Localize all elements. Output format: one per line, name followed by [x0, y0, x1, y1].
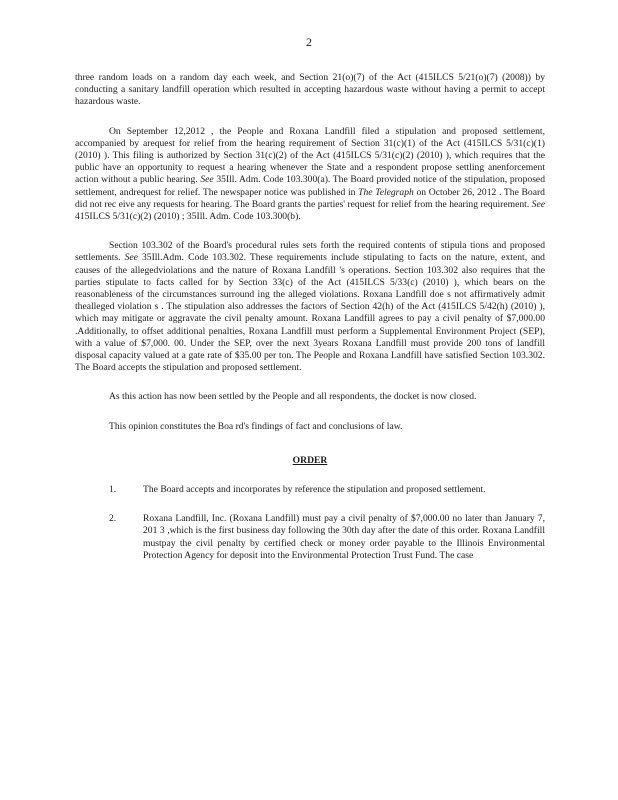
order-item-number: 2.: [109, 513, 117, 525]
document-body: [75, 72, 545, 579]
citation-signal: See: [124, 252, 138, 264]
newspaper-name: The Telegraph: [358, 186, 414, 198]
order-item-text: The Board accepts and incorporates by reference the stipulation and proposed settlement.: [143, 484, 486, 496]
paragraph-text: 35Ill. Adm. Code 103.300(a). The Board provided notice of the stipulation, proposed settlement, andrequest for relief. The newspaper notice was published in: [75, 174, 545, 198]
order-heading: ORDER: [292, 454, 328, 466]
order-item: [75, 484, 545, 496]
paragraph-findings: This opinion constitutes the Boa rd's findings of fact and conclusions of law.: [109, 420, 403, 432]
paragraph-procedural-rules: [75, 240, 545, 374]
page-number: 2: [306, 35, 312, 49]
paragraph-text: Section 103.302 of the Board's procedural rules sets forth the required contents of stipula tions and proposed settlements.: [75, 240, 545, 264]
citation-signal: See: [531, 198, 545, 210]
order-item-number: 1.: [109, 484, 117, 496]
order-item-text: Roxana Landfill, Inc. (Roxana Landfill) must pay a civil penalty of $7,000.00 no later than January 7, 201 3 ,which is the first business day following the 30th day after the date of this order. Roxana Landfill mustpay the civil penalty by certified check or money order payable to the Illinois Environmental Protection Agency for deposit into the Environmental Protection Trust Fund. The case: [143, 513, 545, 561]
order-item: [75, 513, 545, 562]
paragraph-text: on October 26, 2012 . The Board did not rec eive any requests for hearing. The Board grants the parties' request for relief from the hearing requirement.: [75, 186, 545, 210]
paragraph-text: On September 12,2012 , the People and Roxana Landfill filed a stipulation and proposed settlement, accompanied by arequest for relief from the hearing requirement of Section 31(c)(1) of the Act (415ILCS 5/31(c)(1) (2010) ). This filing is authorized by Section 31(c)(2) of the Act (415ILCS 5/31(c)(2) (2010) ), which requires that the public have an opportunity to request a hearing whenever the State and a respondent propose settling anenforcement action without a public hearing.: [75, 125, 545, 186]
paragraph-text: 35Ill.Adm. Code 103.302. These requirements include stipulating to facts on the nature, extent, and causes of the allegedviolations and the nature of Roxana Landfill 's operations. Section 103.302 also requires that the parties stipulate to facts called for by Section 33(c) of the Act (415ILCS 5/33(c) (2010) ), which bears on the reasonableness of the circumstances surround ing the alleged violations. Roxana Landfill doe s not affirmatively admit thealleged violation s . The stipulation also addresses the factors of Section 42(h) of the Act (415ILCS 5/42(h) (2010) ), which may mitigate or aggravate the civil penalty amount. Roxana Landfill agrees to pay a civil penalty of $7,000.00 .Additionally, to offset additional penalties, Roxana Landfill must perform a Supplemental Environment Project (SEP), with a value of $7,000. 00. Under the SEP, over the next 3years Roxana Landfill must provide 200 tons of landfill disposal capacity valued at a gate rate of $35.00 per ton. The People and Roxana Landfill have satisfied Section 103.302. The Board accepts the stipulation and proposed settlement.: [75, 252, 545, 374]
paragraph-stipulation-filing: [75, 126, 545, 224]
paragraph-violations-continued: three random loads on a random day each week, and Section 21(o)(7) of the Act (415ILCS 5/21(o)(7) (2008)) by conducting a sanitary landfill operation which resulted in accepting hazardous waste without having a permit to accept hazardous waste.: [75, 72, 545, 108]
paragraph-docket-closed: As this action has now been settled by the People and all respondents, the docket is now closed.: [109, 391, 477, 403]
citation-signal: See: [200, 174, 214, 186]
paragraph-text: 415ILCS 5/31(c)(2) (2010) ; 35Ill. Adm. Code 103.300(b).: [75, 211, 301, 223]
